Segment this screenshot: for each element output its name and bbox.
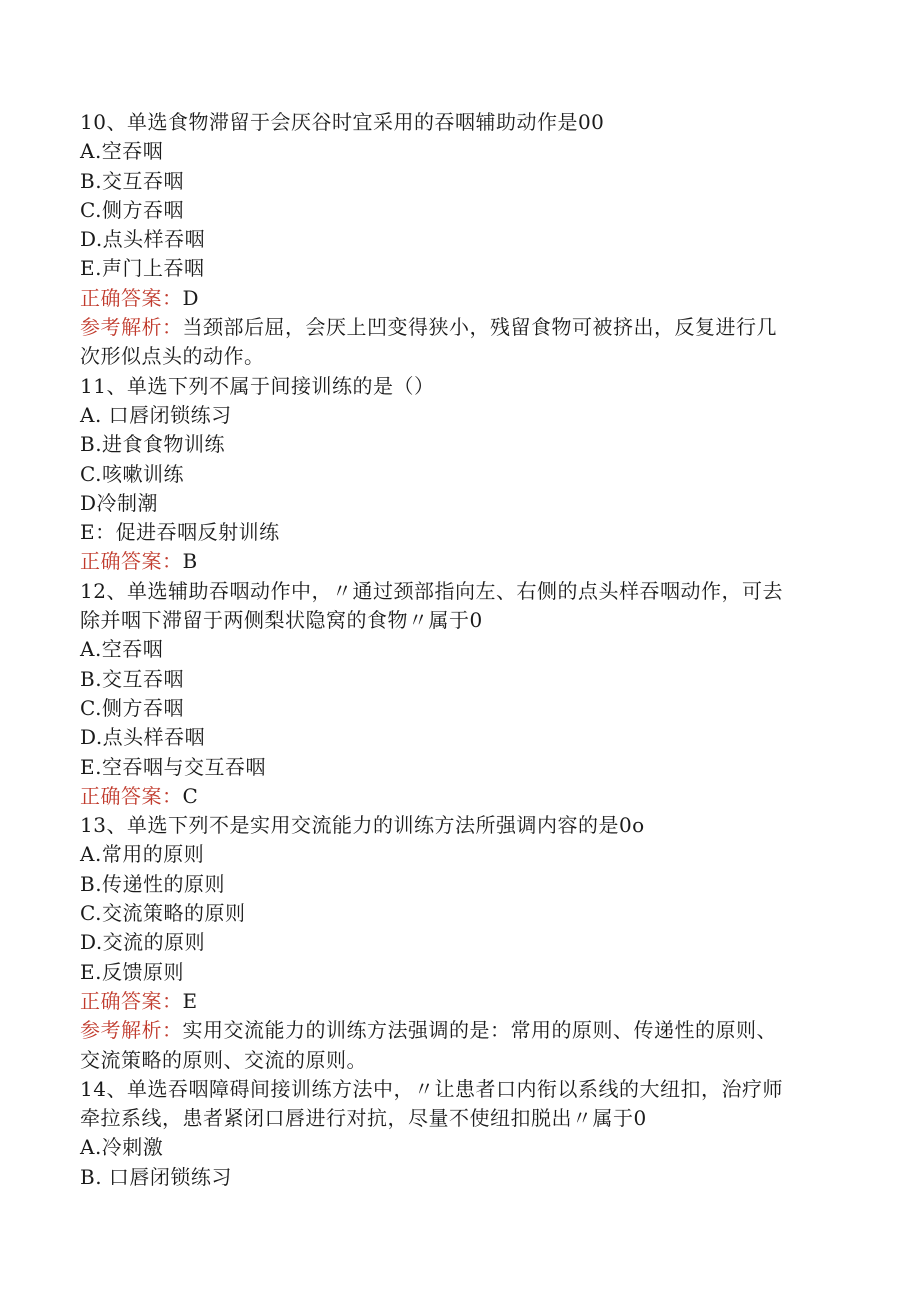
option-a: A.空吞咽 <box>80 637 164 662</box>
analysis <box>80 313 840 342</box>
option-a: A.常用的原则 <box>80 842 205 867</box>
option-d: D冷制潮 <box>80 490 159 515</box>
analysis-text: 当颈部后屈，会厌上凹变得狭小，残留食物可被挤出，反复进行几 <box>182 315 777 340</box>
analysis-label: 参考解析： <box>80 1018 183 1043</box>
correct-answer <box>80 284 840 313</box>
question-stem: 11、单选下列不属于间接训练的是（） <box>80 373 435 398</box>
answer-label: 正确答案： <box>80 988 183 1013</box>
option-a: A.冷刺激 <box>80 1135 164 1160</box>
option-c: C.咳嗽训练 <box>80 461 184 486</box>
document-page <box>80 108 840 1192</box>
answer-label: 正确答案： <box>80 783 183 808</box>
question-stem: 13、单选下列不是实用交流能力的训练方法所强调内容的是0o <box>80 813 645 838</box>
answer-label: 正确答案： <box>80 549 183 574</box>
analysis-label: 参考解析： <box>80 315 183 340</box>
answer-label: 正确答案： <box>80 285 183 310</box>
option-b: B.交互吞咽 <box>80 168 185 193</box>
option-e: E.空吞咽与交互吞咽 <box>80 754 266 779</box>
question-stem-continued: 牵拉系线，患者紧闭口唇进行对抗，尽量不使纽扣脱出〃属于0 <box>80 1106 647 1131</box>
analysis <box>80 1016 840 1045</box>
answer-value: B <box>182 549 198 574</box>
option-b: B. 口唇闭锁练习 <box>80 1164 232 1189</box>
answer-value: D <box>182 285 200 310</box>
option-d: D.交流的原则 <box>80 930 206 955</box>
option-a: A. 口唇闭锁练习 <box>80 402 232 427</box>
correct-answer <box>80 547 840 576</box>
option-e: E：促进吞咽反射训练 <box>80 520 280 545</box>
analysis-continued: 交流策略的原则、交流的原则。 <box>80 1047 367 1072</box>
option-e: E.反馈原则 <box>80 959 184 984</box>
question-stem: 12、单选辅助吞咽动作中，〃通过颈部指向左、右侧的点头样吞咽动作，可去 <box>80 578 783 603</box>
option-c: C.侧方吞咽 <box>80 695 184 720</box>
question-stem-continued: 除并咽下滞留于两侧梨状隐窝的食物〃属于0 <box>80 608 483 633</box>
option-d: D.点头样吞咽 <box>80 227 206 252</box>
analysis-text: 实用交流能力的训练方法强调的是：常用的原则、传递性的原则、 <box>182 1018 777 1043</box>
option-b: B.进食食物训练 <box>80 432 226 457</box>
question-stem: 14、单选吞咽障碍间接训练方法中，〃让患者口内衔以系线的大纽扣，治疗师 <box>80 1076 783 1101</box>
correct-answer <box>80 782 840 811</box>
answer-value: E <box>182 988 198 1013</box>
correct-answer <box>80 987 840 1016</box>
option-c: C.交流策略的原则 <box>80 901 246 926</box>
option-c: C.侧方吞咽 <box>80 197 184 222</box>
option-b: B.交互吞咽 <box>80 666 185 691</box>
option-a: A.空吞咽 <box>80 139 164 164</box>
option-d: D.点头样吞咽 <box>80 725 206 750</box>
option-e: E.声门上吞咽 <box>80 256 205 281</box>
question-stem: 10、单选食物滞留于会厌谷时宜采用的吞咽辅助动作是00 <box>80 110 605 134</box>
option-b: B.传递性的原则 <box>80 871 226 896</box>
analysis-continued: 次形似点头的动作。 <box>80 344 265 369</box>
answer-value: C <box>182 783 199 808</box>
